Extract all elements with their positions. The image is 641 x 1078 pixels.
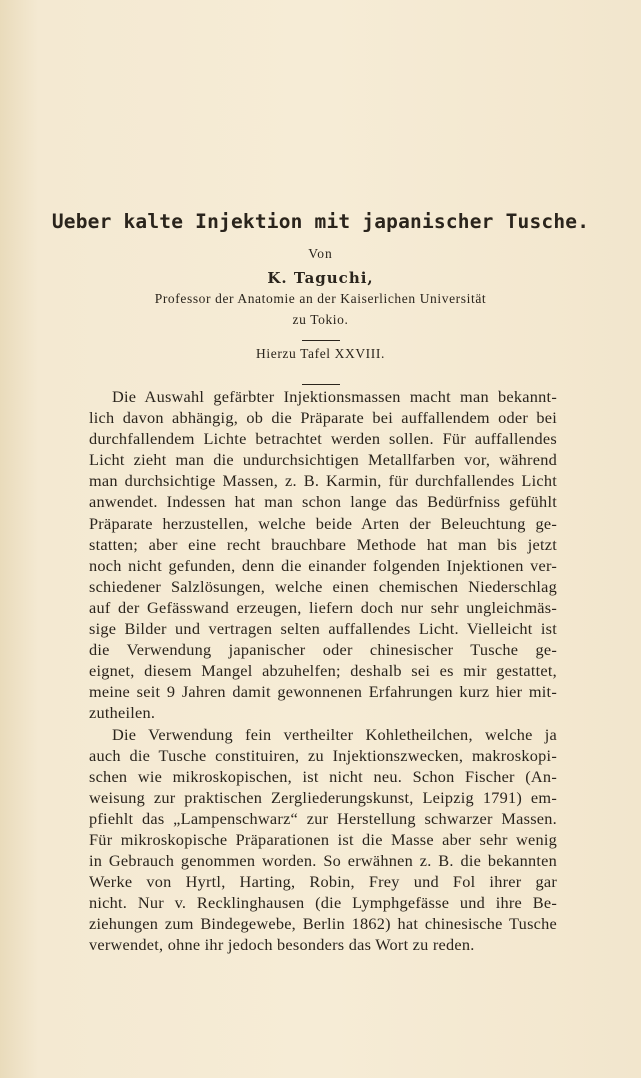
text-line: schen wie mikroskopischen, ist nicht neu. Schon Fischer (An- [89,766,557,786]
text-line: eignet, diesem Mangel abzuhelfen; deshalb sei es mir gestattet, [89,661,557,681]
text-line: statten; aber eine recht brauchbare Methode hat man bis jetzt [89,534,557,554]
author-name: K. Taguchi, [267,269,374,287]
separator-rule-top [302,340,340,341]
text-line: pfiehlt das „Lampenschwarz“ zur Herstellung schwarzer Massen. [89,808,557,828]
text-line: die Verwendung japanischer oder chinesischer Tusche ge- [89,640,557,660]
author-affiliation-line-2: zu Tokio. [292,312,349,327]
byline-von: Von [308,246,333,261]
article-title: Ueber kalte Injektion mit japanischer Tusche. [51,210,590,233]
separator-rule-bottom [302,384,340,385]
text-line: auch die Tusche constituiren, zu Injektionszwecken, makroskopi- [89,745,557,765]
text-line: nicht. Nur v. Recklinghausen (die Lymphgefässe und ihre Be- [89,893,557,913]
text-line: schiedener Salzlösungen, welche einen chemischen Niederschlag [89,576,557,596]
text-line: in Gebrauch genommen worden. So erwähnen z. B. die bekannten [89,851,557,871]
plate-note: Hierzu Tafel XXVIII. [256,346,385,361]
text-line: auf der Gefässwand erzeugen, liefern doch nur sehr ungleichmäs- [89,597,557,617]
text-line: weisung zur praktischen Zergliederungskunst, Leipzig 1791) em- [89,787,557,807]
text-line: man durchsichtige Massen, z. B. Karmin, für durchfallendes Licht [89,471,557,491]
text-line: anwendet. Indessen hat man schon lange das Bedürfniss gefühlt [89,492,557,512]
author-affiliation-line-1: Professor der Anatomie an der Kaiserlichen Universität [154,291,487,306]
text-line: Für mikroskopische Präparationen ist die Masse aber sehr wenig [89,829,557,849]
text-line: lich davon abhängig, ob die Präparate bei auffallendem oder bei [89,408,557,428]
text-line: ziehungen zum Bindegewebe, Berlin 1862) hat chinesische Tusche [89,914,557,934]
text-line: sige Bilder und vertragen selten auffallendes Licht. Vielleicht ist [89,619,557,639]
text-line: durchfallendem Lichte betrachtet werden sollen. Für auffallendes [89,429,557,449]
text-line: Präparate herzustellen, welche beide Arten der Beleuchtung ge- [89,513,557,533]
text-line: Licht zieht man die undurchsichtigen Metallfarben vor, während [89,450,557,470]
text-line: Die Verwendung fein vertheilter Kohletheilchen, welche ja [112,724,557,744]
text-line: meine seit 9 Jahren damit gewonnenen Erfahrungen kurz hier mit- [89,682,557,702]
text-line: Werke von Hyrtl, Harting, Robin, Frey und Fol ihrer gar [89,872,557,892]
body-text [89,386,557,956]
text-line: noch nicht gefunden, denn die einander folgenden Injektionen ver- [89,555,557,575]
text-line: zutheilen. [89,703,156,723]
text-line: Die Auswahl gefärbter Injektionsmassen macht man bekannt- [112,387,557,406]
text-line: verwendet, ohne ihr jedoch besonders das Wort zu reden. [89,935,475,955]
